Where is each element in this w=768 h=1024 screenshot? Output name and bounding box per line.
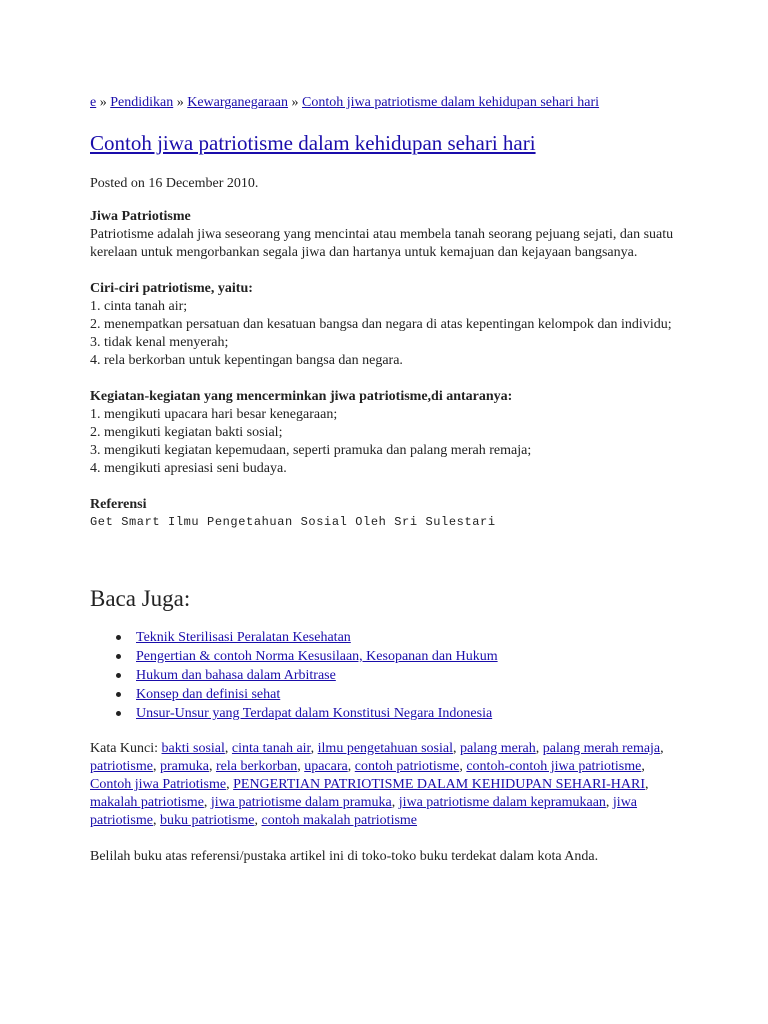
breadcrumb-home-link[interactable]: e bbox=[90, 95, 97, 110]
related-item bbox=[136, 666, 498, 685]
section-heading-jiwa: Jiwa Patriotisme bbox=[90, 209, 191, 224]
keywords bbox=[90, 740, 680, 830]
keyword-link[interactable]: rela berkorban bbox=[215, 759, 298, 774]
keyword-link[interactable]: ilmu pengetahuan sosial bbox=[317, 741, 453, 756]
keyword-link[interactable]: palang merah bbox=[459, 741, 536, 756]
related-link[interactable]: Unsur-Unsur yang Terdapat dalam Konstitusi Negara Indonesia bbox=[136, 706, 493, 721]
keyword-link[interactable]: bakti sosial bbox=[161, 741, 225, 756]
related-list bbox=[90, 628, 498, 723]
keyword-list: bakti sosial, cinta tanah air, ilmu pengetahuan sosial, palang merah, palang merah remaja, patriotisme, pramuka, rela berkorban, upacara, contoh patriotisme, contoh-contoh jiwa patriotisme, Contoh jiwa Patriotisme, PENGERTIAN PATRIOTISME DALAM KEHIDUPAN SEHARI-HARI, makalah patriotisme, jiwa patriotisme dalam pramuka, jiwa patriotisme dalam kepramukaan, jiwa patriotisme, buku patriotisme, contoh makalah patriotisme bbox=[90, 741, 664, 828]
breadcrumb-current-link[interactable]: Contoh jiwa patriotisme dalam kehidupan sehari hari bbox=[302, 95, 600, 110]
breadcrumb-kewarganegaraan-link[interactable]: Kewarganegaraan bbox=[187, 95, 289, 110]
keyword-link[interactable]: contoh patriotisme bbox=[354, 759, 460, 774]
keyword-link[interactable]: makalah patriotisme bbox=[90, 795, 204, 810]
list-item: 3. mengikuti kegiatan kepemudaan, seperti pramuka dan palang merah remaja; bbox=[90, 443, 532, 458]
keyword-link[interactable]: contoh makalah patriotisme bbox=[261, 813, 418, 828]
section-heading-kegiatan: Kegiatan-kegiatan yang mencerminkan jiwa patriotisme,di antaranya: bbox=[90, 389, 513, 404]
keyword-link[interactable]: contoh-contoh jiwa patriotisme bbox=[466, 759, 642, 774]
keyword-link[interactable]: palang merah remaja bbox=[542, 741, 661, 756]
keyword-link[interactable]: patriotisme bbox=[90, 759, 153, 774]
keyword-link[interactable]: upacara bbox=[304, 759, 348, 774]
related-item bbox=[136, 628, 498, 647]
breadcrumb bbox=[90, 94, 599, 112]
section-heading-referensi: Referensi bbox=[90, 497, 147, 512]
keyword-link[interactable]: jiwa patriotisme bbox=[90, 795, 638, 828]
list-item: 1. mengikuti upacara hari besar kenegaraan; bbox=[90, 407, 338, 422]
section-heading-ciri: Ciri-ciri patriotisme, yaitu: bbox=[90, 281, 253, 296]
list-item: 3. tidak kenal menyerah; bbox=[90, 335, 229, 350]
related-link[interactable]: Pengertian & contoh Norma Kesusilaan, Kesopanan dan Hukum bbox=[136, 649, 498, 664]
list-item: 2. mengikuti kegiatan bakti sosial; bbox=[90, 425, 283, 440]
breadcrumb-pendidikan-link[interactable]: Pendidikan bbox=[110, 95, 174, 110]
list-item: 4. rela berkorban untuk kepentingan bangsa dan negara. bbox=[90, 353, 403, 368]
breadcrumb-separator: » bbox=[176, 95, 184, 110]
page-title bbox=[90, 129, 536, 157]
keyword-link[interactable]: pramuka bbox=[160, 759, 209, 774]
article-body bbox=[90, 208, 690, 530]
breadcrumb-separator: » bbox=[99, 95, 107, 110]
keyword-link[interactable]: jiwa patriotisme dalam kepramukaan bbox=[398, 795, 606, 810]
related-link[interactable]: Teknik Sterilisasi Peralatan Kesehatan bbox=[136, 630, 351, 645]
post-date: Posted on 16 December 2010. bbox=[90, 176, 259, 191]
related-heading: Baca Juga: bbox=[90, 586, 191, 611]
page-title-link[interactable]: Contoh jiwa patriotisme dalam kehidupan sehari hari bbox=[90, 131, 536, 155]
footer-note: Belilah buku atas referensi/pustaka artikel ini di toko-toko buku terdekat dalam kota Anda. bbox=[90, 849, 599, 864]
section-text-jiwa: Patriotisme adalah jiwa seseorang yang mencintai atau membela tanah seorang pejuang sejati, dan suatu kerelaan untuk mengorbankan segala jiwa dan hartanya untuk kemajuan dan kejayaan bangsanya. bbox=[90, 227, 674, 260]
keyword-link[interactable]: cinta tanah air bbox=[231, 741, 311, 756]
keyword-link[interactable]: Contoh jiwa Patriotisme bbox=[90, 777, 227, 792]
reference-text: Get Smart Ilmu Pengetahuan Sosial Oleh Sri Sulestari bbox=[90, 515, 496, 529]
list-item: 4. mengikuti apresiasi seni budaya. bbox=[90, 461, 287, 476]
related-item bbox=[136, 647, 498, 666]
related-link[interactable]: Konsep dan definisi sehat bbox=[136, 687, 281, 702]
breadcrumb-separator: » bbox=[291, 95, 299, 110]
related-link[interactable]: Hukum dan bahasa dalam Arbitrase bbox=[136, 668, 336, 683]
keyword-link[interactable]: jiwa patriotisme dalam pramuka bbox=[210, 795, 392, 810]
keywords-label: Kata Kunci: bbox=[90, 741, 162, 756]
list-item: 1. cinta tanah air; bbox=[90, 299, 188, 314]
related-item bbox=[136, 685, 498, 704]
list-item: 2. menempatkan persatuan dan kesatuan bangsa dan negara di atas kepentingan kelompok dan individu; bbox=[90, 317, 672, 332]
keyword-link[interactable]: buku patriotisme bbox=[160, 813, 255, 828]
related-item bbox=[136, 704, 498, 723]
keyword-link[interactable]: PENGERTIAN PATRIOTISME DALAM KEHIDUPAN SEHARI-HARI bbox=[233, 777, 646, 792]
